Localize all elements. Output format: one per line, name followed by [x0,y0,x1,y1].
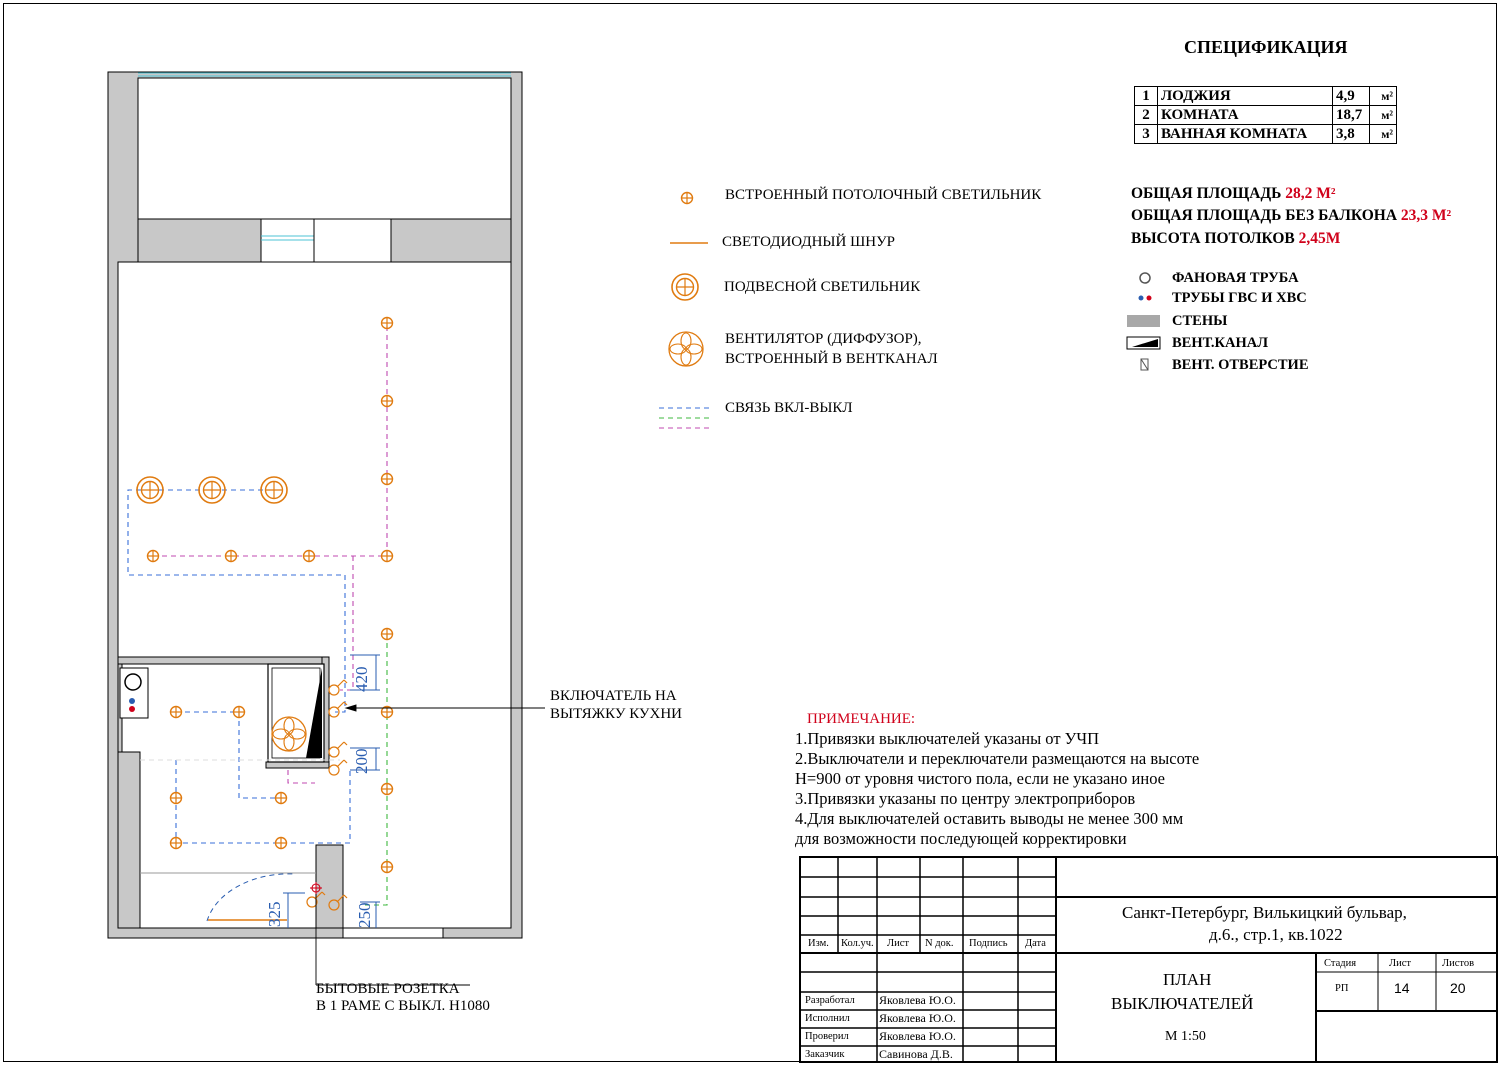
stamp-person: Яковлева Ю.О. [879,1029,956,1043]
stamp-sheets: 20 [1450,980,1466,996]
windows [138,73,511,240]
spec-row [1135,125,1397,144]
ceiling-height-label: ВЫСОТА ПОТОЛКОВ [1131,230,1295,247]
spec-row [1135,106,1397,125]
stamp-stage: РП [1335,983,1349,994]
stamp-person: Савинова Д.В. [879,1047,953,1061]
note-line: Н=900 от уровня чистого пола, если не указано иное [795,769,1165,788]
stamp-scale: М 1:50 [1165,1029,1206,1044]
ceiling-height [1131,230,1340,248]
walls [108,72,522,938]
stamp-title-line1: ПЛАН [1163,970,1212,989]
legend-fan-line1: ВЕНТИЛЯТОР (ДИФФУЗОР), [725,331,922,347]
vent-channel [268,664,324,762]
legend-drain: ФАНОВАЯ ТРУБА [1172,270,1299,286]
stamp-role: Проверил [805,1031,849,1042]
legend-fan-line2: ВСТРОЕННЫЙ В ВЕНТКАНАЛ [725,351,938,367]
note-line: 3.Привязки указаны по центру электроприборов [795,789,1136,808]
stamp-person: Яковлева Ю.О. [879,993,956,1007]
total-area-label: ОБЩАЯ ПЛОЩАДЬ [1131,185,1282,202]
callout-socket-line1: БЫТОВЫЕ РОЗЕТКА [316,981,460,997]
recessed-lights [148,318,393,873]
spec-row-name: ЛОДЖИЯ [1158,87,1333,106]
spec-row-name: КОМНАТА [1158,106,1333,125]
callout-hood-switch-line1: ВКЛЮЧАТЕЛЬ НА [550,688,677,704]
dim-250: 250 [355,902,374,928]
stamp-col-podpis: Подпись [969,938,1008,949]
spec-row-unit: м² [1370,106,1397,125]
drain-pipe [120,668,148,718]
link-lines [128,323,387,905]
legend-pendant: ПОДВЕСНОЙ СВЕТИЛЬНИК [724,279,921,295]
spec-row-num: 1 [1135,87,1158,106]
callout-socket-line2: В 1 РАМЕ С ВЫКЛ. Н1080 [316,998,490,1014]
stamp-col-data: Дата [1025,938,1046,949]
legend-walls: СТЕНЫ [1172,313,1228,329]
spec-row-name: ВАННАЯ КОМНАТА [1158,125,1333,144]
legend-symbols [659,193,1160,429]
area-no-balcony-label: ОБЩАЯ ПЛОЩАДЬ БЕЗ БАЛКОНА [1131,207,1398,224]
notes-title: ПРИМЕЧАНИЕ: [807,711,916,727]
stamp-address-line1: Санкт-Петербург, Вилькицкий бульвар, [1122,903,1407,922]
stamp-title-line2: ВЫКЛЮЧАТЕЛЕЙ [1111,994,1254,1013]
legend-led-strip: СВЕТОДИОДНЫЙ ШНУР [722,234,896,250]
note-line: 1.Привязки выключателей указаны от УЧП [795,729,1100,748]
legend-pipes: ТРУБЫ ГВС И ХВС [1172,290,1307,306]
spec-row-value: 3,8 [1333,125,1370,144]
stamp-address-line2: д.6., стр.1, кв.1022 [1209,925,1343,944]
dim-200: 200 [352,748,371,774]
note-line: 2.Выключатели и переключатели размещаются на высоте [795,749,1200,768]
stamp-col-list: Лист [887,938,909,949]
stamp-sheet-label: Лист [1389,958,1411,969]
stamp-sheet: 14 [1394,980,1410,996]
spec-row-num: 2 [1135,106,1158,125]
stamp-role: Разработал [805,995,855,1006]
spec-row-num: 3 [1135,125,1158,144]
legend-link: СВЯЗЬ ВКЛ-ВЫКЛ [725,400,853,416]
spec-title: СПЕЦИФИКАЦИЯ [1184,37,1348,57]
stamp-stage-label: Стадия [1324,958,1357,969]
dim-325: 325 [265,901,284,927]
spec-row-value: 4,9 [1333,87,1370,106]
dim-420: 420 [352,666,371,692]
stamp-col-ndok: N док. [925,938,954,949]
note-line: для возможности последующей корректировки [795,829,1127,848]
stamp-col-izm: Изм. [808,938,829,949]
total-area-value: 28,2 М² [1285,185,1336,202]
legend-vent-channel: ВЕНТ.КАНАЛ [1172,335,1269,351]
spec-row-unit: м² [1370,87,1397,106]
stamp-sheets-label: Листов [1442,958,1475,969]
stamp-person: Яковлева Ю.О. [879,1011,956,1025]
ceiling-height-value: 2,45М [1298,230,1341,247]
stamp-col-koluch: Кол.уч. [841,938,874,949]
legend-recessed-light: ВСТРОЕННЫЙ ПОТОЛОЧНЫЙ СВЕТИЛЬНИК [725,187,1042,203]
spec-table [1134,86,1397,144]
spec-row-value: 18,7 [1333,106,1370,125]
area-no-balcony-value: 23,3 М² [1400,207,1452,224]
area-no-balcony [1131,207,1451,225]
spec-row-unit: м² [1370,125,1397,144]
spec-row [1135,87,1397,106]
stamp-role: Заказчик [805,1049,845,1060]
legend-vent-hole: ВЕНТ. ОТВЕРСТИЕ [1172,357,1309,373]
stamp-role: Исполнил [805,1013,850,1024]
total-area [1131,185,1336,203]
note-line: 4.Для выключателей оставить выводы не менее 300 мм [795,809,1184,828]
callout-hood-switch-line2: ВЫТЯЖКУ КУХНИ [550,706,683,722]
